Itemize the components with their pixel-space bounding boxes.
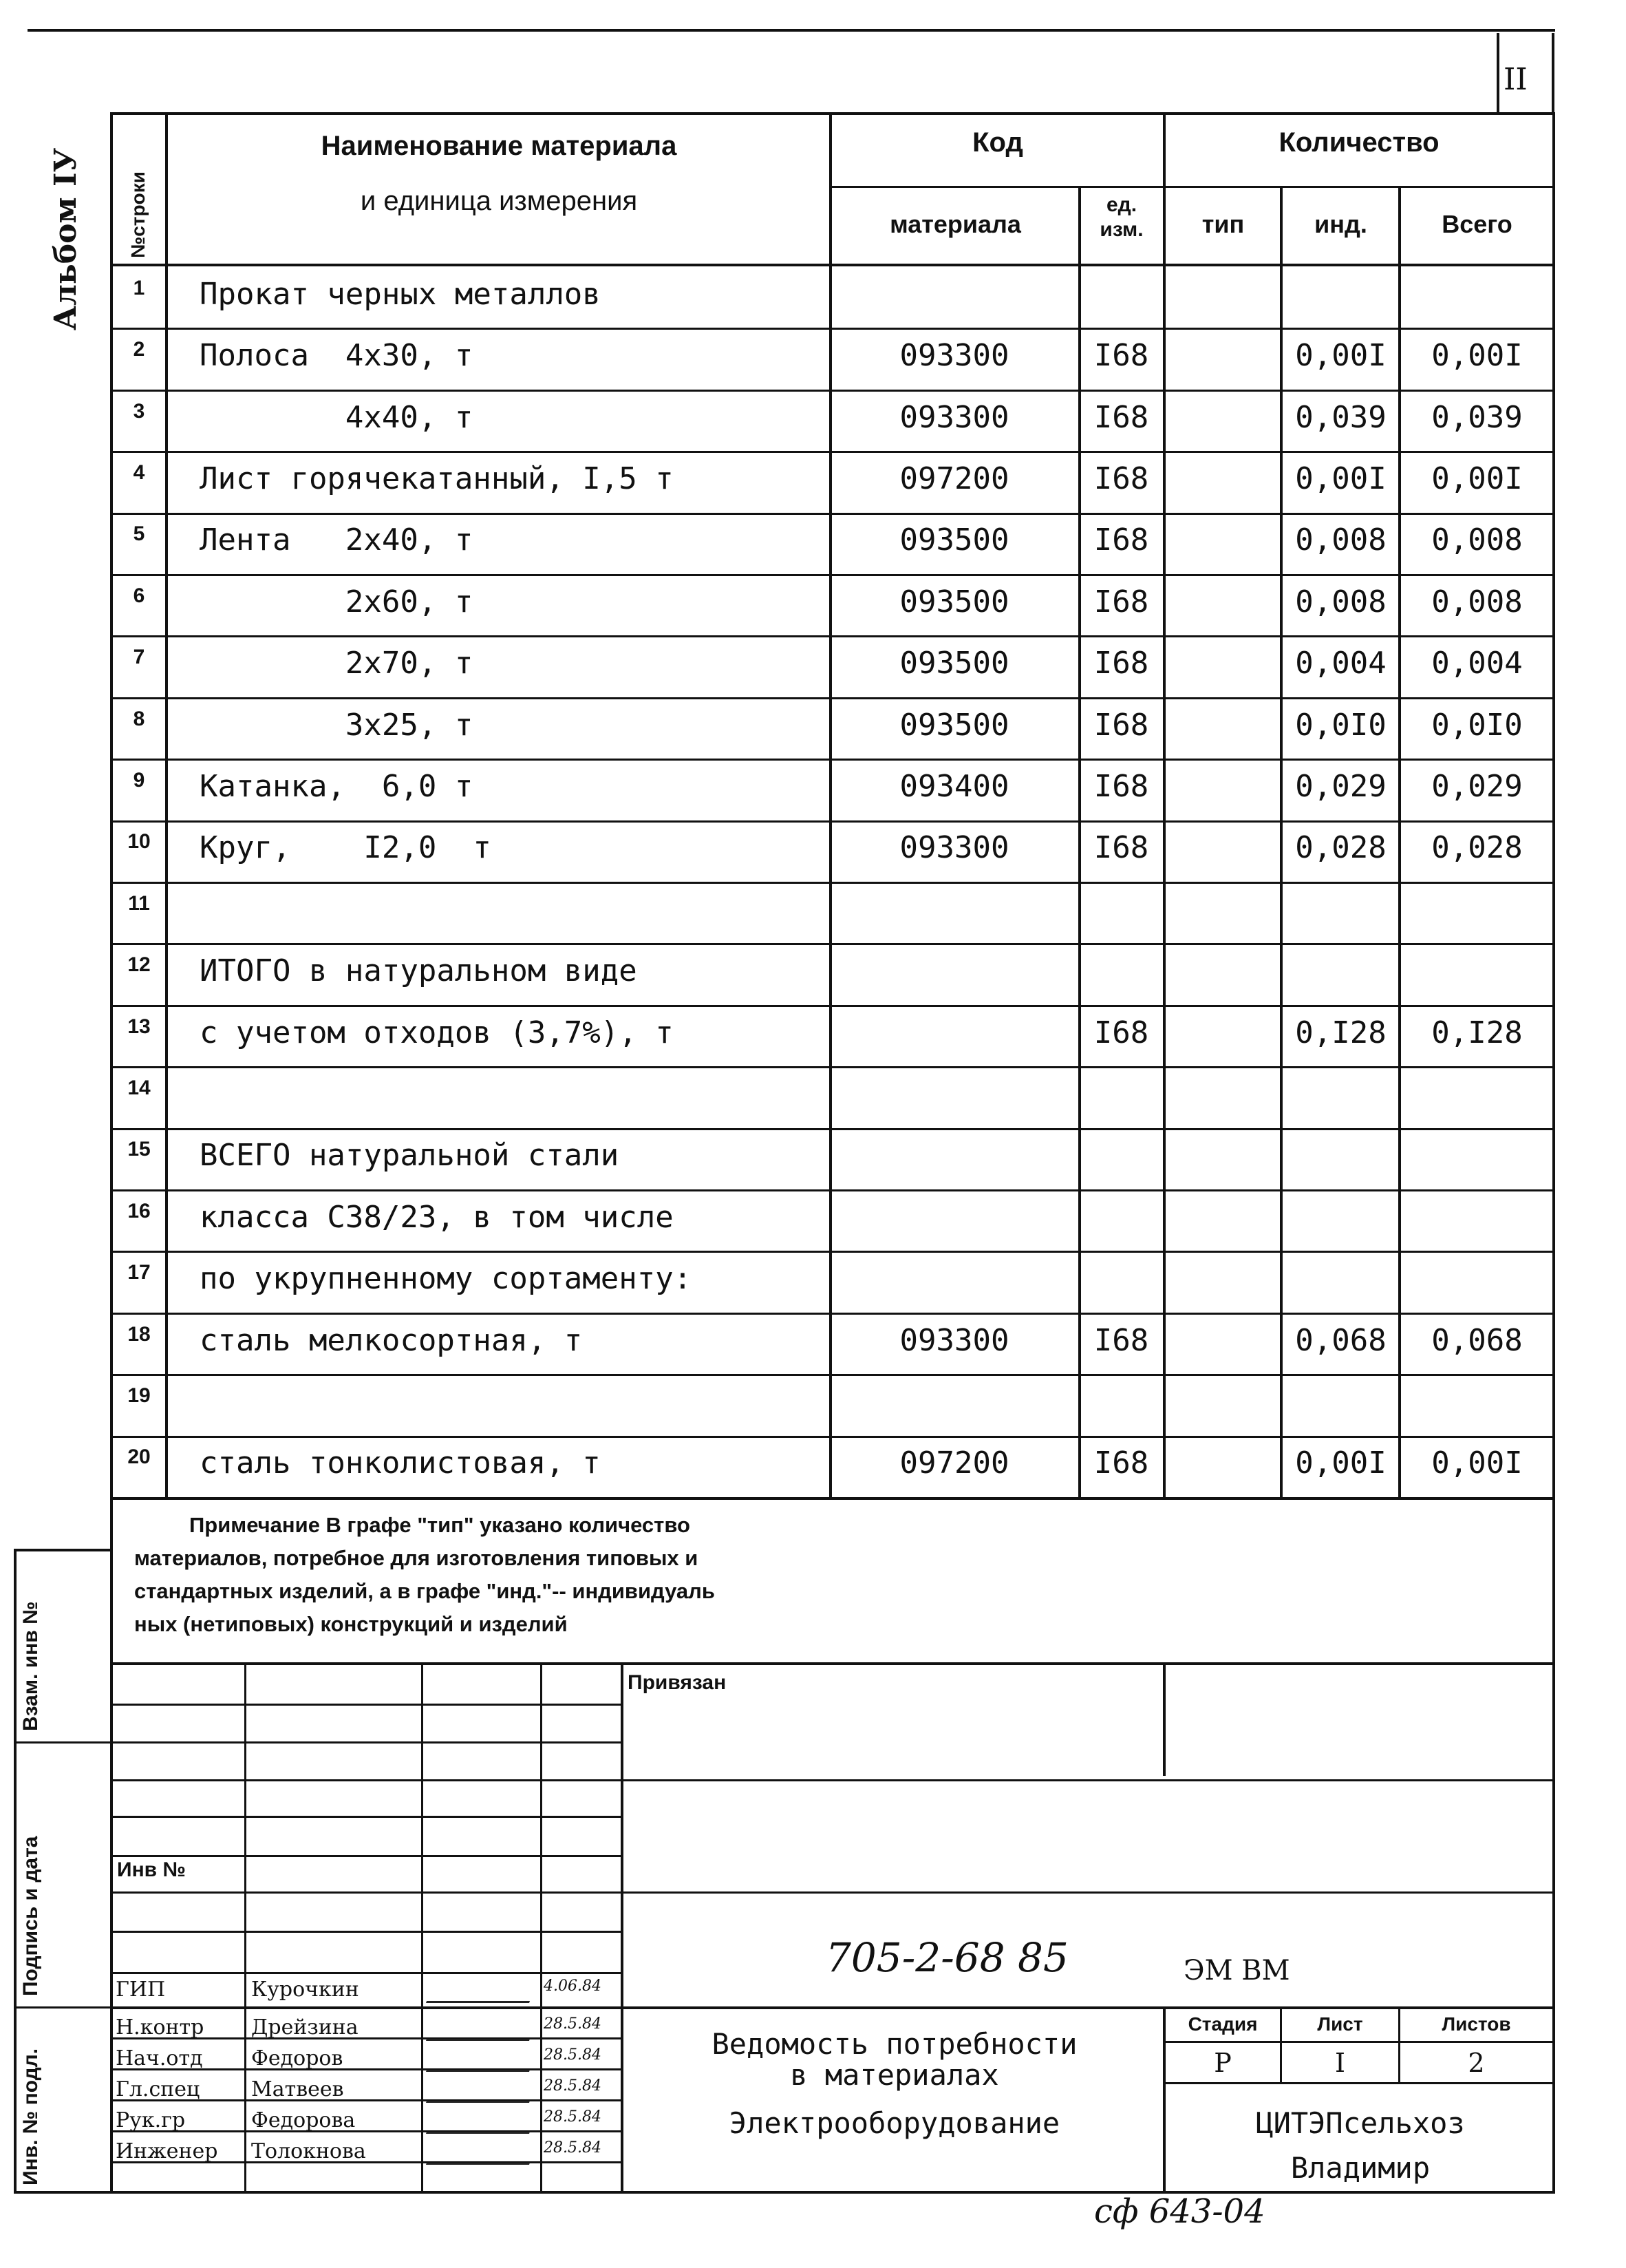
row-total: 0,00I <box>1431 338 1523 373</box>
row-name: Круг, I2,0 т <box>200 830 491 865</box>
privyazan-label: Привязан <box>628 1671 727 1694</box>
row-unit: I68 <box>1093 1323 1149 1358</box>
row-number: 13 <box>127 1015 151 1038</box>
row-total: 0,029 <box>1431 769 1523 804</box>
name-header-line2: и единица измерения <box>360 186 638 216</box>
document-number: 705-2-68 85 <box>826 1934 1069 1981</box>
row-total: 0,0I0 <box>1431 708 1523 743</box>
row-code: 093300 <box>899 400 1009 435</box>
row-unit: I68 <box>1093 1445 1149 1481</box>
row-code: 093400 <box>899 769 1009 804</box>
row-name: сталь тонколистовая, т <box>200 1445 601 1481</box>
row-unit: I68 <box>1093 830 1149 865</box>
row-number: 7 <box>133 646 145 668</box>
row-unit: I68 <box>1093 400 1149 435</box>
material-header: материала <box>890 210 1021 238</box>
signer-role: ГИП <box>116 1978 166 2002</box>
row-unit: I68 <box>1093 769 1149 804</box>
signer-name: Федоров <box>251 2046 343 2070</box>
org-line2: Владимир <box>1290 2151 1431 2185</box>
signer-date: 28.5.84 <box>544 2139 601 2156</box>
stage-label: Стадия <box>1188 2013 1258 2035</box>
total-header: Всего <box>1442 210 1512 238</box>
signer-name: Толокнова <box>251 2139 366 2163</box>
sheets-value: 2 <box>1468 2048 1485 2078</box>
note-line: Примечание В графе "тип" указано количество <box>189 1513 690 1537</box>
row-number: 1 <box>133 277 145 299</box>
row-total: 0,00I <box>1431 1445 1523 1481</box>
sheet-number: II <box>1504 62 1528 97</box>
signature-mark <box>426 2049 537 2072</box>
row-name: Лист горячекатанный, I,5 т <box>200 461 674 496</box>
row-code: 093500 <box>899 584 1009 619</box>
row-total: 0,068 <box>1431 1323 1523 1358</box>
signer-date: 28.5.84 <box>544 2015 601 2033</box>
signer-date: 28.5.84 <box>544 2046 601 2064</box>
row-ind: 0,00I <box>1295 1445 1387 1481</box>
signer-name: Курочкин <box>251 1978 359 2002</box>
row-no-header: №строки <box>127 171 149 258</box>
signer-date: 28.5.84 <box>544 2108 601 2126</box>
row-total: 0,039 <box>1431 400 1523 435</box>
row-unit: I68 <box>1093 461 1149 496</box>
signer-name: Дрейзина <box>251 2015 359 2039</box>
signature-mark <box>426 2080 537 2103</box>
row-name: с учетом отходов (3,7%), т <box>200 1015 674 1050</box>
row-name: 4х40, т <box>200 400 473 435</box>
sheet-value: I <box>1334 2048 1345 2078</box>
signature-mark <box>426 1980 537 2003</box>
row-total: 0,008 <box>1431 584 1523 619</box>
row-name: Лента 2х40, т <box>200 522 473 558</box>
note-line: ных (нетиповых) конструкций и изделий <box>134 1612 568 1636</box>
signature-mark <box>426 2018 537 2041</box>
row-name: Катанка, 6,0 т <box>200 769 473 804</box>
sheet-label: Лист <box>1317 2013 1363 2035</box>
row-unit: I68 <box>1093 522 1149 558</box>
row-ind: 0,029 <box>1295 769 1387 804</box>
row-total: 0,I28 <box>1431 1015 1523 1050</box>
row-ind: 0,00I <box>1295 338 1387 373</box>
row-number: 2 <box>133 338 145 361</box>
row-number: 9 <box>133 769 145 792</box>
signer-role: Нач.отд <box>116 2046 203 2070</box>
row-code: 093500 <box>899 646 1009 681</box>
row-number: 3 <box>133 400 145 423</box>
org-line1: ЦИТЭПсельхоз <box>1256 2106 1465 2140</box>
signer-role: Н.контр <box>116 2015 204 2039</box>
row-ind: 0,028 <box>1295 830 1387 865</box>
row-ind: 0,0I0 <box>1295 708 1387 743</box>
vzam-label: Взам. инв № <box>19 1601 42 1731</box>
name-header-line1: Наименование материала <box>321 131 677 161</box>
row-name: 2х70, т <box>200 646 473 681</box>
stage-value: Р <box>1214 2048 1232 2078</box>
row-code: 097200 <box>899 461 1009 496</box>
row-number: 8 <box>133 708 145 730</box>
row-name: ВСЕГО натуральной стали <box>200 1138 619 1173</box>
row-number: 4 <box>133 461 145 484</box>
signer-date: 4.06.84 <box>544 1978 601 1995</box>
row-number: 14 <box>127 1077 151 1099</box>
row-unit: I68 <box>1093 584 1149 619</box>
note <box>134 1509 715 1641</box>
signer-name: Матвеев <box>251 2077 344 2101</box>
row-total: 0,008 <box>1431 522 1523 558</box>
unit-header: ед. изм. <box>1100 193 1144 241</box>
document-mark: ЭМ ВМ <box>1184 1955 1290 1986</box>
quantity-header: Количество <box>1279 127 1440 158</box>
row-number: 12 <box>127 953 151 976</box>
signature-mark <box>426 2142 537 2165</box>
signer-name: Федорова <box>251 2108 356 2132</box>
signer-role: Рук.гр <box>116 2108 186 2132</box>
row-number: 17 <box>127 1261 151 1284</box>
row-name: по укрупненному сортаменту: <box>200 1261 692 1296</box>
row-number: 18 <box>127 1323 151 1346</box>
row-ind: 0,039 <box>1295 400 1387 435</box>
row-unit: I68 <box>1093 708 1149 743</box>
row-name: ИТОГО в натуральном виде <box>200 953 637 988</box>
row-code: 097200 <box>899 1445 1009 1481</box>
podpis-label: Подпись и дата <box>19 1836 42 1996</box>
row-ind: 0,008 <box>1295 584 1387 619</box>
signer-date: 28.5.84 <box>544 2077 601 2095</box>
album-label: Альбом IУ <box>48 147 83 330</box>
row-number: 19 <box>127 1384 151 1407</box>
row-ind: 0,068 <box>1295 1323 1387 1358</box>
row-number: 16 <box>127 1200 151 1222</box>
row-total: 0,028 <box>1431 830 1523 865</box>
row-ind: 0,I28 <box>1295 1015 1387 1050</box>
row-code: 093500 <box>899 522 1009 558</box>
row-ind: 0,008 <box>1295 522 1387 558</box>
row-name: Прокат черных металлов <box>200 277 601 312</box>
row-unit: I68 <box>1093 338 1149 373</box>
ind-header: инд. <box>1314 210 1367 238</box>
code-header: Код <box>972 127 1023 158</box>
row-name: класса С38/23, в том числе <box>200 1200 674 1235</box>
row-code: 093300 <box>899 338 1009 373</box>
row-number: 10 <box>127 830 151 853</box>
title-line3: Электрооборудование <box>729 2106 1060 2140</box>
row-ind: 0,00I <box>1295 461 1387 496</box>
row-name: сталь мелкосортная, т <box>200 1323 583 1358</box>
row-number: 20 <box>127 1445 151 1468</box>
row-unit: I68 <box>1093 1015 1149 1050</box>
title-line1: Ведомость потребности <box>712 2027 1078 2061</box>
row-code: 093500 <box>899 708 1009 743</box>
sheets-label: Листов <box>1442 2013 1511 2035</box>
inv-podl-label: Инв. № подл. <box>19 2048 42 2185</box>
note-line: стандартных изделий, а в графе "инд."-- индивидуаль <box>134 1579 715 1603</box>
row-name: 2х60, т <box>200 584 473 619</box>
row-name: 3х25, т <box>200 708 473 743</box>
row-code: 093300 <box>899 1323 1009 1358</box>
signer-role: Инженер <box>116 2139 218 2163</box>
signer-role: Гл.спец <box>116 2077 200 2101</box>
note-line: материалов, потребное для изготовления типовых и <box>134 1546 698 1570</box>
row-number: 6 <box>133 584 145 607</box>
row-number: 15 <box>127 1138 151 1161</box>
title-line2: в материалах <box>790 2058 999 2092</box>
row-code: 093300 <box>899 830 1009 865</box>
type-header: тип <box>1201 210 1245 238</box>
row-unit: I68 <box>1093 646 1149 681</box>
inv-no-label: Инв № <box>117 1858 186 1881</box>
row-number: 11 <box>128 892 150 915</box>
signature-mark <box>426 2111 537 2134</box>
row-total: 0,004 <box>1431 646 1523 681</box>
row-total: 0,00I <box>1431 461 1523 496</box>
row-number: 5 <box>133 522 145 545</box>
row-name: Полоса 4х30, т <box>200 338 473 373</box>
row-ind: 0,004 <box>1295 646 1387 681</box>
archive-code: сф 643-04 <box>1094 2192 1265 2231</box>
